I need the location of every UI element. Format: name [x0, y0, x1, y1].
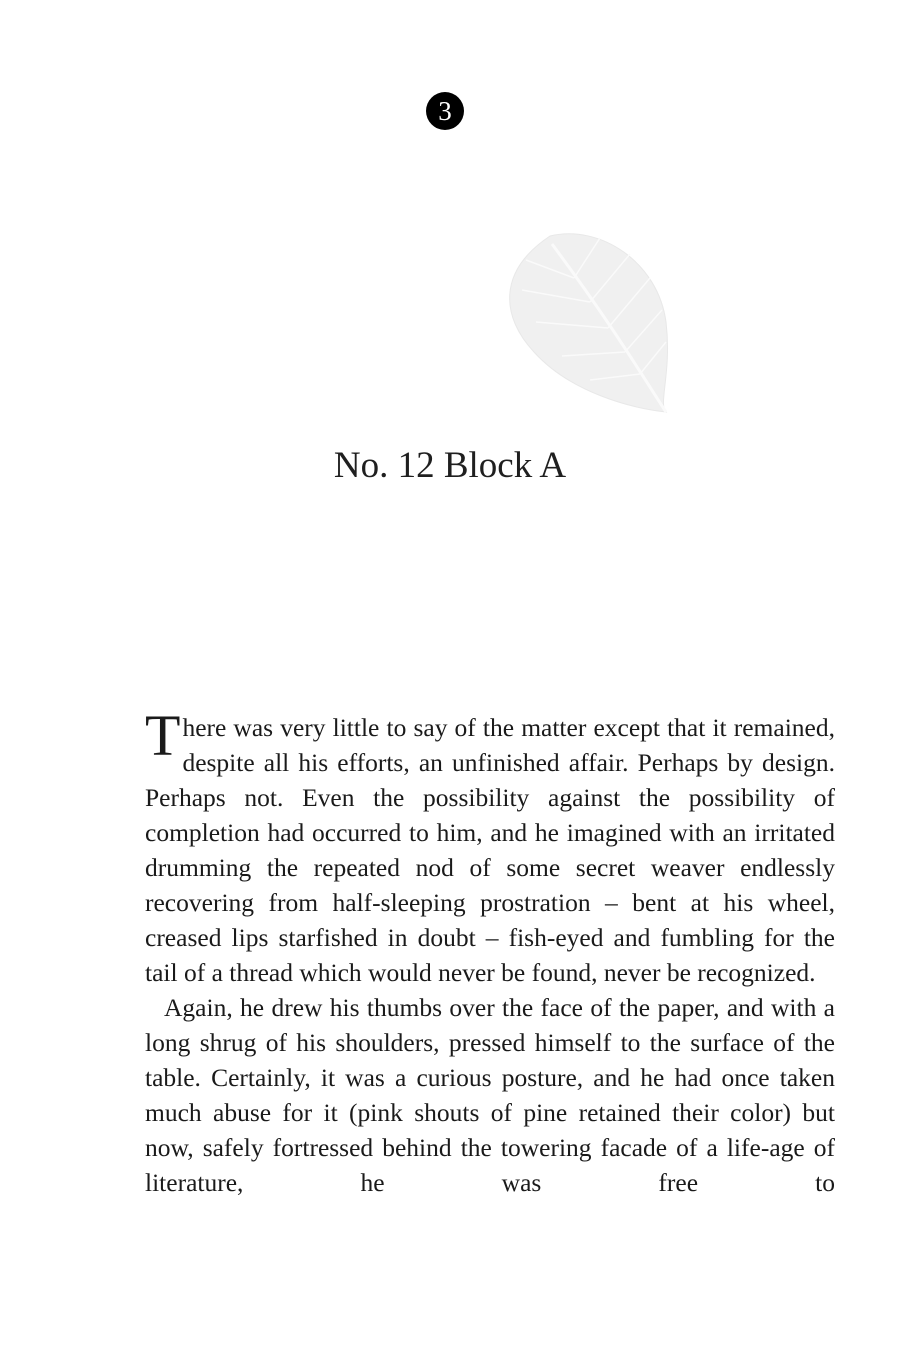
paragraph-1-text: here was very little to say of the matter except that it remained, despite all his efforts, an unfinished affair. Perhaps by design. Perhaps not. Even the possibility against the possibility of completion had occurred to him, and he imagined with an irritated drumming the repeated nod of some secret weaver endlessly recovering from half-sleeping prostration – bent at his wheel, creased lips starfished in doubt – fish-eyed and fumbling for the tail of a thread which would never be found, never be recognized.: [145, 713, 835, 987]
paragraph-1: [145, 703, 835, 990]
chapter-number-badge: 3: [426, 92, 464, 130]
drop-cap: T: [145, 703, 181, 768]
paragraph-2: Again, he drew his thumbs over the face of the paper, and with a long shrug of his shoulders, pressed himself to the surface of the table. Certainly, it was a curious posture, and he had once taken much abuse for it (pink shouts of pine retained their color) but now, safely fortressed behind the towering facade of a life-age of literature, he was free to: [145, 993, 835, 1197]
body-text: [145, 703, 835, 1200]
leaf-icon: [490, 222, 690, 422]
chapter-title: No. 12 Block A: [333, 445, 567, 486]
